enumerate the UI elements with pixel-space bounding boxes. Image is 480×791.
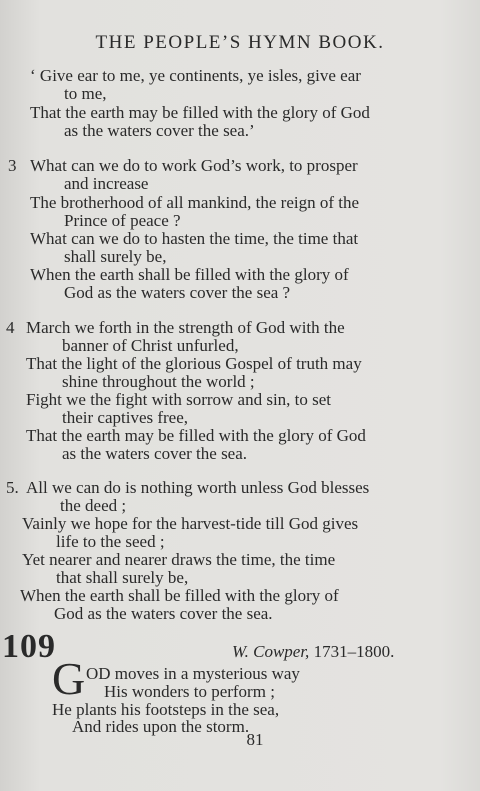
verse-line: Vainly we hope for the harvest-tide till God gives [22, 514, 359, 533]
verse-line: All we can do is nothing worth unless God blesses [26, 478, 370, 497]
author-name: W. Cowper, [232, 642, 310, 661]
verse-line: And rides upon the storm. [72, 717, 250, 736]
running-header: THE PEOPLE’S HYMN BOOK. [95, 32, 385, 53]
verse-line: God as the waters cover the sea. [54, 604, 273, 623]
verse-number: 3 [8, 156, 17, 175]
author-years: 1731–1800. [313, 642, 395, 661]
verse-line: The brotherhood of all mankind, the reign of the [30, 193, 360, 212]
verse-line: That the light of the glorious Gospel of truth may [26, 354, 362, 373]
verse-line: What can we do to work God’s work, to prosper [30, 156, 358, 175]
verse-line: Prince of peace ? [64, 211, 181, 230]
verse-line: ‘ Give ear to me, ye continents, ye isles, give ear [30, 66, 361, 85]
verse-line: as the waters cover the sea.’ [64, 121, 255, 140]
verse-line: shine throughout the world ; [62, 372, 255, 391]
verse-line: Fight we the fight with sorrow and sin, to set [26, 390, 332, 409]
verse-line: That the earth may be filled with the glory of God [30, 103, 370, 122]
verse-line: to me, [64, 84, 107, 103]
verse-line: life to the seed ; [56, 532, 165, 551]
verse-line: their captives free, [62, 408, 189, 427]
verse-line: Yet nearer and nearer draws the time, the time [22, 550, 336, 569]
verse-number: 5. [6, 478, 19, 497]
verse-line: He plants his footsteps in the sea, [52, 700, 280, 719]
verse-line: When the earth shall be filled with the glory of [20, 586, 339, 605]
verse-line: the deed ; [60, 496, 127, 515]
hymn-author [232, 642, 394, 662]
drop-cap: G [52, 653, 86, 704]
verse-line: When the earth shall be filled with the glory of [30, 265, 349, 284]
verse-line: His wonders to perform ; [104, 682, 275, 701]
verse-line: and increase [64, 174, 149, 193]
verse-number: 4 [6, 318, 15, 337]
hymn-number: 109 [2, 628, 56, 665]
verse-line: OD moves in a mysterious way [86, 664, 300, 683]
verse-line: as the waters cover the sea. [62, 444, 248, 463]
verse-line: That the earth may be filled with the glory of God [26, 426, 366, 445]
verse-line: God as the waters cover the sea ? [64, 283, 291, 302]
verse-line: What can we do to hasten the time, the time that [30, 229, 359, 248]
page-number: 81 [246, 730, 264, 749]
verse-line: shall surely be, [64, 247, 167, 266]
verse-line: banner of Christ unfurled, [62, 336, 239, 355]
verse-line: that shall surely be, [56, 568, 189, 587]
verse-line: March we forth in the strength of God with the [26, 318, 345, 337]
